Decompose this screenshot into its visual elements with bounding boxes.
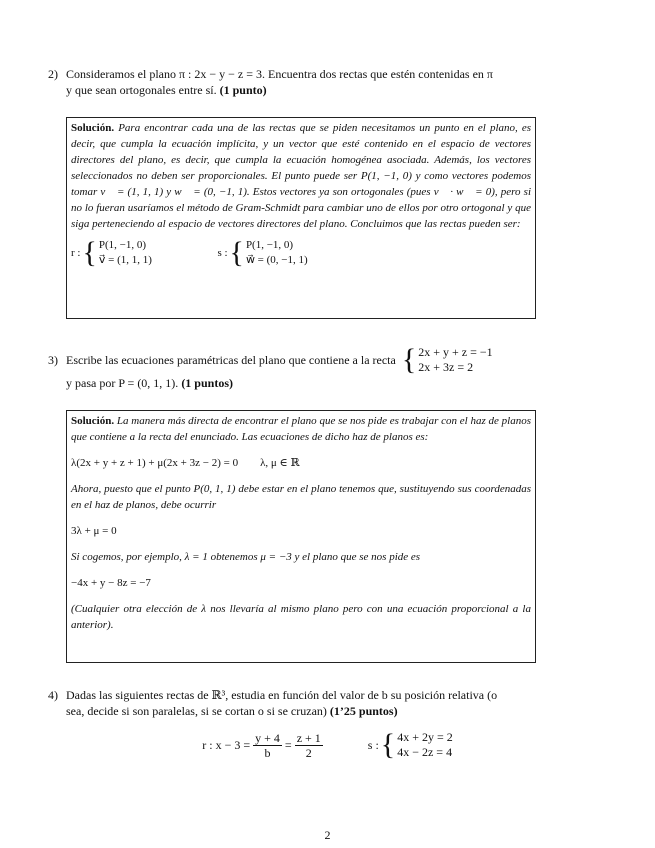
fraction-z xyxy=(295,731,323,760)
problem-2-line1: Consideramos el plano π : 2x − y − z = 3. Encuentra dos rectas que estén contenidas en π xyxy=(66,67,493,81)
problem-4-line1: Dadas las siguientes rectas de ℝ³, estudia en función del valor de b su posición relativa (o xyxy=(66,688,498,702)
line-s-implicit xyxy=(368,730,453,760)
line-s4-eq1: 4x + 2y = 2 xyxy=(397,730,453,744)
fraction-y-denominator: b xyxy=(264,745,271,760)
line-s4-eq2: 4x − 2z = 4 xyxy=(397,745,453,759)
problem-2 xyxy=(48,66,570,98)
equals-sign: = xyxy=(284,737,292,752)
solution-3-text1: La manera más directa de encontrar el plano que se nos pide es trabajar con el haz de planos que contiene a la recta del enunciado. Las ecuaciones de dicho haz de planos es: xyxy=(71,415,531,443)
line-s-vector: w⃗ = (0, −1, 1) xyxy=(245,254,308,266)
solution-3-text2: Ahora, puesto que el punto P(0, 1, 1) debe estar en el plano tenemos que, sustituyendo sus coordenadas en el haz de planos, debe ocurrir xyxy=(71,483,531,511)
system-eq1: 2x + y + z = −1 xyxy=(418,345,493,359)
problem-4-number: 4) xyxy=(48,688,58,702)
system-eq2: 2x + 3z = 2 xyxy=(418,360,474,374)
solution-3-text4: (Cualquier otra elección de λ nos llevaría al mismo plano pero con una ecuación proporcional a la anterior). xyxy=(71,603,531,631)
fraction-y xyxy=(253,731,282,760)
problem-2-number: 2) xyxy=(48,67,58,81)
line-s-point: P(1, −1, 0) xyxy=(245,239,294,251)
problem-3-statement xyxy=(66,345,570,391)
page-number: 2 xyxy=(324,828,331,842)
solution-3-eq1: λ(2x + y + z + 1) + μ(2x + 3z − 2) = 0 λ, μ ∈ ℝ xyxy=(71,457,300,469)
problem-2-points: (1 punto) xyxy=(219,83,267,97)
line-r xyxy=(71,238,152,268)
line-r-vector: v⃗ = (1, 1, 1) xyxy=(98,254,152,266)
problem-3-system xyxy=(400,345,493,375)
line-s4-label: s : xyxy=(367,737,379,752)
line-r-point: P(1, −1, 0) xyxy=(98,239,147,251)
solution-2-lines xyxy=(71,238,531,268)
solution-2-box xyxy=(66,117,536,319)
problem-4-points: (1’25 puntos) xyxy=(329,704,398,718)
problem-4-statement xyxy=(66,687,570,719)
fraction-y-numerator: y + 4 xyxy=(255,730,280,745)
line-r-prefix: r : x − 3 = xyxy=(202,737,251,752)
brace-s: { xyxy=(229,236,244,269)
line-r-continuous xyxy=(202,731,326,760)
solution-3-eq2: 3λ + μ = 0 xyxy=(71,525,117,537)
line-s-label: s : xyxy=(217,247,228,259)
problem-3-points: (1 puntos) xyxy=(181,376,233,390)
problem-3-line1: Escribe las ecuaciones paramétricas del plano que contiene a la recta xyxy=(66,353,396,367)
solution-3-eq3: −4x + y − 8z = −7 xyxy=(71,577,151,589)
solution-3-text3: Si cogemos, por ejemplo, λ = 1 obtenemos μ = −3 y el plano que se nos pide es xyxy=(71,551,421,563)
solution-2-text: Para encontrar cada una de las rectas que se piden necesitamos un punto en el plano, es decir, que cumpla la ecuación implícita, y un vector que esté contenido en el espacio de vectores directores del plano, es decir, que cumpla la ecuación homogénea asociada. Además, los vectores seleccionados no deben ser proporcionales. El punto puede ser P(1, −1, 0) y como vectores podemos tomar v⃗ = (1, 1, 1) y w⃗ = (0, −1, 1). Estos vectores ya son ortogonales (pues v⃗ · w⃗ = 0), pero si no lo fueran usaríamos el método de Gram-Schmidt para cambiar uno de ellos por otro ortogonal y que siga perteneciendo al espacio de vectores directores del plano. Concluimos que las rectas pueden ser: xyxy=(71,122,531,230)
problem-4 xyxy=(48,687,570,719)
solution-2-label: Solución. xyxy=(71,122,115,134)
problem-3-line2: y pasa por P = (0, 1, 1). xyxy=(66,376,179,390)
line-r-label: r : xyxy=(71,247,81,259)
brace-system: { xyxy=(401,343,417,376)
problem-4-line2: sea, decide si son paralelas, si se cortan o si se cruzan) xyxy=(66,704,327,718)
solution-3-box xyxy=(66,410,536,663)
problem-3-number: 3) xyxy=(48,353,58,367)
problem-3 xyxy=(48,345,570,391)
problem-2-statement xyxy=(66,66,570,98)
fraction-z-denominator: 2 xyxy=(305,745,312,760)
line-s xyxy=(217,238,307,268)
problem-2-line2: y que sean ortogonales entre sí. xyxy=(66,83,217,97)
solution-3-label: Solución. xyxy=(71,415,115,427)
fraction-z-numerator: z + 1 xyxy=(296,730,321,745)
problem-4-lines xyxy=(0,730,655,760)
brace-r: { xyxy=(82,236,97,269)
brace-s4: { xyxy=(380,728,396,761)
